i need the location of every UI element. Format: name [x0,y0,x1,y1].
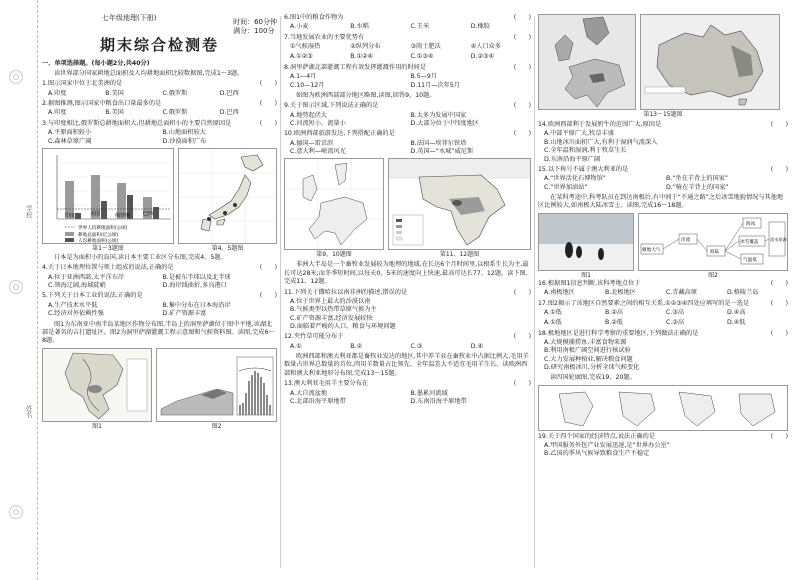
option[interactable]: A.①低 [544,319,562,327]
option[interactable]: B.美国 [105,109,124,117]
options [290,23,531,31]
option[interactable]: B.北极地区 [605,289,636,297]
option[interactable]: A.印度 [48,89,67,97]
intro-text: 非洲大半岛是一个畜牧业发展较为地理的地域,在长达6个月时间里,以根系生长为主,最长可达28米;而冬季短时间,以每天0、5米的速度向上快速,最高可达长77、12题。读下图,完成11、12题。 [284,261,529,286]
options [48,90,277,98]
question-6: 6.图1中的粮食作物为 ( ) [284,14,531,21]
option[interactable]: D.矿产资源丰富 [162,310,207,318]
question-13: 13.澳大利亚毛用羊主要分布在 ( ) [284,380,531,388]
option[interactable]: B.②高 [605,308,623,316]
option[interactable]: C.经济对外依赖性强 [48,310,104,318]
option[interactable]: C.森林草原广阔 [48,137,92,145]
exam-meta [233,18,277,37]
column-3 [538,14,788,461]
option[interactable]: C.③ [410,342,423,350]
option[interactable]: B.法国—埃菲尔铁塔 [410,139,467,147]
question-14: 14.欧洲西部利于发展奶牛的范围广大,原因是 ( ) [538,121,788,129]
question-16: 16.根据图1信息判断,该科考地点位于 ( ) [538,279,788,287]
question-2: 2.据图推测,图示国家中粮食出口量最多的是 ( ) [42,100,277,108]
question-stem: 16.根据图1信息判断,该科考地点位于 [538,279,641,287]
question-7: 7.当地发展农业的主要优势有 ( ) [284,33,531,41]
diagram-label: 极地大气 [642,247,661,253]
question-stem: 5.下列关于日本工业的说法,正确的是 [42,292,143,300]
option[interactable]: B.集中分布在日本海沿岸 [162,301,231,309]
option[interactable]: D.面临着严峻的人口、粮食与环境问题 [290,323,396,330]
options [290,390,531,407]
question-stem: 18.极地地区是进行科学考察的重要地区,下列做法正确的是 [538,329,699,337]
option[interactable]: D.“骑在羊背上的国家” [666,183,729,191]
chart-bar [75,213,81,219]
figure-caption: 图2 [708,271,718,279]
europe-terrain-map [538,14,636,110]
binding-circle: ○ [9,280,23,294]
column-divider [534,16,535,568]
polar-factors-diagram [638,213,788,271]
options [544,289,788,297]
option[interactable]: A.小麦 [290,23,309,31]
options [290,43,531,51]
figure-row [42,348,277,431]
option[interactable]: D.沙漠面积广布 [162,137,207,145]
options [290,112,531,129]
column-2 [284,14,531,408]
question-8: 8.洞里萨湖北部灌溉工程有效发挥灌溉作用的时间是 ( ) [284,63,531,71]
figure-block [156,348,277,431]
option[interactable]: A.南极地区 [544,289,575,297]
figure-block [42,348,152,431]
figure-row [42,148,277,253]
intro-text: 如图为欧洲西部部分地区略图,读图,回答9、10题。 [296,91,436,99]
option[interactable]: A.地势起伏大 [290,111,328,119]
options [48,129,277,146]
option[interactable]: B.②低 [605,319,623,327]
figure-row [538,14,788,110]
option[interactable]: C.“世界加油站” [544,183,588,191]
option[interactable]: B.利用南极广阔空间进行核试验 [544,347,631,355]
question-12: 12.夹竹草可能分布于 ( ) [284,333,531,341]
western-europe-map [284,158,384,250]
question-stem: 13.澳大利亚毛用羊主要分布在 [284,380,369,388]
option[interactable]: D.东南沿海平原广阔 [544,155,601,163]
figure-block [42,148,174,253]
options [544,309,788,317]
option[interactable]: D.巴西 [219,109,239,117]
question-stem: 15.以下称号不属于澳大利亚的是 [538,165,629,173]
chart-tick-label: 美国 [90,210,101,217]
options [290,140,531,157]
diagram-label: 气温低 [743,257,757,263]
question-11: 11.下列关于撒哈拉以南非洲的描述,错误的是 ( ) [284,288,531,296]
option[interactable]: D.东南沿海平原地带 [410,397,467,405]
option[interactable]: B.①②④ [350,53,374,61]
figure-caption: 第9、10题图 [316,251,352,259]
option[interactable]: C.青藏高原 [666,289,698,297]
exam-header [42,14,277,56]
question-stem: 19.关于四个国家的经济特点,说法正确的是 [538,432,655,440]
option: ④人口众多 [470,43,502,51]
option[interactable]: C.全年温和湿润,利于牧草生长 [544,147,627,155]
question-stem: 9.关于图示区域,下列说法正确的是 [284,102,379,110]
grade-label: 七年级地理(下册) [102,14,157,22]
africa-map [388,158,531,250]
intro-text: 日本是为面积小的岛国,读日本主要工业区分布图,完成4、5题。 [54,254,227,262]
figure-row [538,213,788,280]
diagram-label: 洋流 [681,237,691,243]
option[interactable]: C.10—12月 [290,81,325,89]
column-1 [42,14,277,431]
option[interactable]: C.俄罗斯 [162,109,188,117]
options [544,442,788,459]
chart-bar [101,201,107,219]
question-stem: 12.夹竹草可能分布于 [284,333,344,341]
figure-row [284,158,531,259]
option: ①气候湿热 [290,43,321,51]
option[interactable]: C.河流短小、流量小 [290,119,346,127]
option[interactable]: B.山地面积较大 [162,129,206,137]
binding-strip [0,0,38,580]
option[interactable]: C.北部沿海平原地带 [290,397,346,405]
question-stem: 7.当地发展农业的主要优势有 [284,33,365,41]
figure-caption: 第4、5题图 [211,244,244,252]
binding-circle: ○ [9,505,23,519]
option[interactable]: D.大部分位于中纬度地区 [410,119,480,127]
figure-caption: 图1 [581,271,591,279]
diagram-label: 海冰 [746,221,756,227]
figure-caption: 图2 [211,422,222,430]
option[interactable]: A.①②③ [290,53,313,61]
option[interactable]: D.橡胶 [470,23,490,31]
options [48,109,277,117]
chart-legend-item: 人均耕地面积(公顷) [78,238,119,244]
options [48,274,277,291]
option[interactable]: A.大自流盆地 [290,389,328,397]
binding-circle: ○ [9,70,23,84]
question-stem: 6.图1中的粮食作物为 [284,14,344,21]
option[interactable]: A.大规模捕捞鱼,丰富食物来源 [544,338,627,346]
option[interactable]: C.意大利—峡湾风光 [290,148,346,156]
question-4: 4.关于日本地理位置与领土组成的说法,正确的是 ( ) [42,264,277,272]
intro-text: 图1为东南亚中南半岛某地区作物分布图,半岛上的洞里萨湖位于图中平地,该湖北部是著名的吉打遗址区。图2为洞里萨湖灌溉工程示意图和气候资料图。读图,完成6～8题。 [42,320,275,345]
option[interactable]: D.11月—次年5月 [410,81,460,89]
question-17: 17.图2揭示了该地区自然要素之间的相互关系,①②③④四处应填写的是一选是 ( ) [538,299,788,307]
figure-block [284,158,384,259]
option[interactable]: C.领海辽阔,海域陡峭 [48,282,106,290]
section-title: 一、单项选择题。(每小题2分,共40分) [42,59,150,67]
figure-caption: 第1～3题图 [92,244,124,252]
figure-block [388,158,531,259]
binding-label: 学校 [24,205,33,218]
question-stem: 11.下列关于撒哈拉以南非洲的描述,错误的是 [284,288,408,296]
option[interactable]: C.大力发展种植业,解决粮食问题 [544,355,633,363]
question-stem: 17.图2揭示了该地区自然要素之间的相互关系,①②③④四处应填写的是一选是 [538,299,750,307]
option[interactable]: A.中部平原广大,牧草丰盛 [544,130,614,138]
question-stem: 14.欧洲西部利于发展奶牛的范围广大,原因是 [538,121,662,129]
chart-legend-item: 世界人均耕地面积(公顷) [78,225,128,231]
question-stem: 1.图示国家中位于北美洲的是 [42,80,123,88]
option[interactable]: D.格陵兰岛 [727,289,759,297]
time-limit: 时间：60分钟 [233,18,277,26]
chart-legend-item: 耕地总面积(亿公顷) [78,232,119,238]
option[interactable]: D.海岸线曲折,多良港口 [162,282,227,290]
question-1: 1.图示国家中位于北美洲的是 ( ) [42,80,277,88]
option[interactable]: A.“世界活化石博物馆” [544,175,607,183]
option[interactable]: A.① [290,342,302,350]
irrigation-diagram [156,348,277,422]
diagram-label: 冰雪覆盖 [740,239,759,245]
options [48,302,277,319]
question-stem: 4.关于日本地理位置与领土组成的说法,正确的是 [42,264,174,272]
option[interactable]: A.位于亚洲西部,太平洋东岸 [48,273,125,281]
option[interactable]: D.④ [470,342,484,350]
option[interactable]: B.墨累河流域 [410,389,448,397]
option[interactable]: B.山地冰川面积广大,有利于湿润气流深入 [544,138,658,146]
question-stem: 2.据图推测,图示国家中粮食出口量最多的是 [42,100,162,108]
option[interactable]: D.②③④ [470,53,495,61]
options [544,339,788,372]
option[interactable]: C.③高 [666,308,685,316]
options [544,130,788,163]
chart-tick-label: 印度 [65,212,76,219]
option[interactable]: D.④低 [727,319,746,327]
options [290,53,531,61]
options [544,175,788,192]
options [544,319,788,327]
option[interactable]: B.是被东半球以及北半球 [162,273,231,281]
farmland-chart [42,148,174,244]
option: ③雨土肥沃 [410,43,441,51]
chart-tick-label: 俄罗斯 [115,212,131,219]
option: ②纵列分布 [350,43,381,51]
intro-text: 在某科考途中,科考队员在到达南极后,有中间于“不通之路”之后冰雪地貌情况与其他地区比例较大,如南极大陆冰雪上。读图,完成16～18题。 [538,193,784,210]
intro-text: 读世界部分国家耕地总面积及人均耕地面积比较数据图,完成1～3题。 [54,70,244,78]
figure-block [638,213,788,280]
figure-caption: 第11、12题图 [439,251,480,259]
options [290,73,531,90]
four-countries-map [538,385,788,431]
question-5: 5.下列关于日本工业的说法,正确的是 ( ) [42,292,277,300]
question-stem: 8.洞里萨湖北部灌溉工程有效发挥灌溉作用的时间是 [284,63,427,71]
option[interactable]: A.1—4月 [290,73,317,81]
option[interactable]: A.平原面积较小 [48,129,92,137]
option[interactable]: A.印度 [48,109,67,117]
options [290,298,531,331]
full-score: 满分：100分 [233,27,275,36]
diagram-label: 淡水资源 [770,236,787,242]
question-stem: 3.与印度相比,俄罗斯总耕地面积大,但耕地总面积小的主要自然原因是 [42,119,232,127]
question-15: 15.以下称号不属于澳大利亚的是 ( ) [538,165,788,173]
option[interactable]: B.美国 [105,89,124,97]
polar-photo [538,213,634,271]
option[interactable]: C.①③④ [410,53,434,61]
diagram-label: 海陆 [710,249,720,255]
question-10: 10.欧洲西部旅游发达,下列搭配正确的是 ( ) [284,130,531,138]
question-19: 19.关于四个国家的经济特点,说法正确的是 ( ) [538,432,788,440]
options [290,343,531,351]
option[interactable]: C.玉米 [410,23,430,31]
option[interactable]: A.①低 [544,308,562,316]
binding-label: 姓名 [24,405,33,418]
option[interactable]: B.“坐在羊背上的国家” [666,175,729,183]
indochina-map [42,348,152,422]
option[interactable]: B.5—9月 [410,73,437,81]
question-9: 9.关于图示区域,下列说法正确的是 ( ) [284,102,531,110]
column-divider [280,16,281,568]
option[interactable]: A.生产技术水平低 [48,301,98,309]
option[interactable]: B.太多为发展中国家 [410,111,467,119]
intro-text: 欧洲西部和澳大利亚都是畜牧业发达的地区,其中养羊业在畜牧业中占据比例大,毛用羊数量占世界总数量的首位,肉用羊数量占比领先、全年温差大不适宜毛用羊生长。读欧洲西部和澳大利亚地形分布图,完成13～15题。 [284,353,529,377]
australia-terrain-map [640,14,780,110]
question-3: 3.与印度相比,俄罗斯总耕地面积大,但耕地总面积小的主要自然原因是 ( ) [42,119,277,127]
option[interactable]: D.④高 [727,308,746,316]
exam-title: 期末综合检测卷 [100,36,220,55]
option[interactable]: A.位于世界上最大的沙漠以南 [290,297,371,305]
option[interactable]: A.甲国服务外包产业发展迅速,是“世界办公室” [544,442,670,450]
option[interactable]: B.水稻 [350,23,369,31]
option[interactable]: B.气候类型以热带草原气候为主 [290,306,377,314]
question-stem: 10.欧洲西部旅游发达,下列搭配正确的是 [284,130,395,138]
option[interactable]: D.巴西 [219,89,239,97]
chart-tick-label: 巴西 [143,210,154,217]
option[interactable]: D.研究南极冰川,分析全球气候变化 [544,364,640,372]
option[interactable]: D.英国—“水城”威尼斯 [410,148,474,156]
intro-text: 读四国轮廓图,完成19、20题。 [550,374,636,382]
figure-caption: 第13～15题图 [643,111,683,118]
option[interactable]: C.矿产资源丰富,经济发展较快 [290,314,373,322]
option[interactable]: C.③高 [666,319,685,327]
option[interactable]: C.俄罗斯 [162,89,188,97]
option[interactable]: B.② [350,342,363,350]
question-18: 18.极地地区是进行科学考察的重要地区,下列做法正确的是 ( ) [538,329,788,337]
option[interactable]: A.德国—雷京滨 [290,139,334,147]
figure-block [178,148,277,253]
figure-caption: 图1 [92,422,102,430]
figure-block [538,213,634,280]
japan-map [178,148,277,244]
option[interactable]: B.乙国的季风气候导致粮食生产不稳定 [544,450,650,458]
